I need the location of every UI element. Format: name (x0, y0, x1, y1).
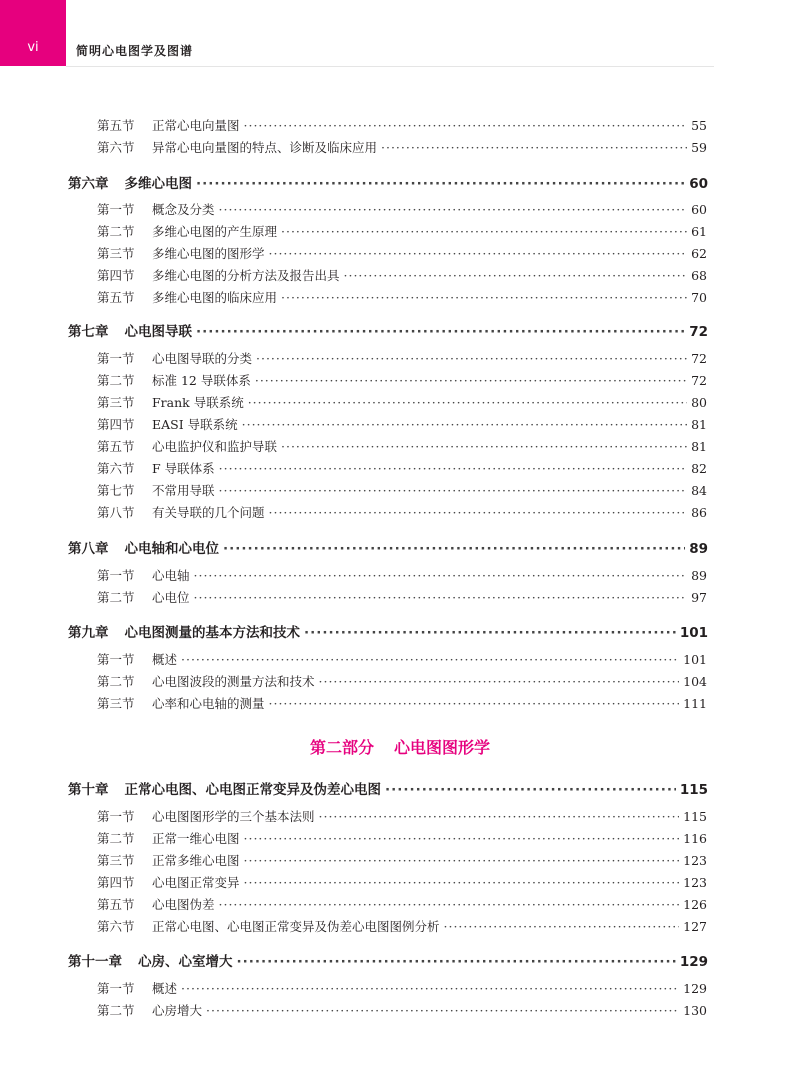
toc-entry-page: 70 (691, 290, 707, 305)
toc-section-entry[interactable] (97, 917, 707, 935)
toc-entry-page: 111 (683, 696, 707, 711)
toc-entry-number: 第一节 (97, 568, 135, 583)
toc-entry-number: 第六章 (68, 176, 109, 192)
dot-leader (444, 919, 680, 934)
toc-entry-page: 89 (691, 568, 707, 583)
toc-entry-title: EASI 导联系统 (152, 417, 238, 432)
toc-entry-number: 第六节 (97, 919, 135, 934)
toc-entry-number: 第八节 (97, 505, 135, 520)
dot-leader (385, 782, 676, 798)
toc-entry-page: 86 (691, 505, 707, 520)
toc-section-entry[interactable] (97, 349, 707, 367)
toc-entry-number: 第三节 (97, 696, 135, 711)
dot-leader (281, 290, 687, 305)
toc-entry-title: 心房、心室增大 (138, 954, 233, 970)
toc-entry-number: 第五节 (97, 118, 135, 133)
toc-section-entry[interactable] (97, 415, 707, 433)
toc-chapter-entry[interactable] (68, 537, 708, 557)
toc-section-entry[interactable] (97, 851, 707, 869)
toc-section-entry[interactable] (97, 1001, 707, 1019)
toc-entry-number: 第二节 (97, 224, 135, 239)
dot-leader (244, 831, 680, 846)
toc-entry-title: 心电图波段的测量方法和技术 (152, 674, 315, 689)
toc-section-entry[interactable] (97, 829, 707, 847)
page-number-tab (0, 0, 66, 66)
toc-entry-number: 第十章 (68, 782, 109, 798)
dot-leader (242, 417, 687, 432)
toc-entry-title: Frank 导联系统 (152, 395, 244, 410)
toc-entry-page: 101 (679, 625, 708, 641)
toc-chapter-entry[interactable] (68, 778, 708, 798)
toc-entry-page: 72 (691, 373, 707, 388)
toc-entry-number: 第七节 (97, 483, 135, 498)
toc-entry-page: 101 (683, 652, 707, 667)
toc-section-entry[interactable] (97, 672, 707, 690)
toc-entry-number: 第五节 (97, 439, 135, 454)
toc-entry-number: 第二节 (97, 590, 135, 605)
dot-leader (269, 246, 688, 261)
toc-section-entry[interactable] (97, 481, 707, 499)
toc-section-entry[interactable] (97, 222, 707, 240)
toc-entry-page: 62 (691, 246, 707, 261)
toc-entry-number: 第五节 (97, 290, 135, 305)
toc-entry-number: 第六节 (97, 461, 135, 476)
dot-leader (244, 875, 680, 890)
dot-leader (281, 439, 687, 454)
toc-entry-title: 概述 (152, 981, 178, 996)
toc-section-entry[interactable] (97, 694, 707, 712)
toc-entry-page: 127 (683, 919, 707, 934)
toc-entry-title: 概念及分类 (152, 202, 215, 217)
toc-entry-title: 多维心电图的临床应用 (152, 290, 278, 305)
part-heading (0, 735, 800, 758)
part-number: 第二部分 (309, 738, 374, 757)
toc-entry-title: 多维心电图的分析方法及报告出具 (152, 268, 340, 283)
toc-entry-number: 第四节 (97, 875, 135, 890)
dot-leader (196, 176, 685, 192)
toc-entry-title: 多维心电图的图形学 (152, 246, 265, 261)
toc-entry-title: 心电图导联的分类 (152, 351, 253, 366)
page-number: vi (27, 39, 39, 55)
toc-entry-title: 正常心电图、心电图正常变异及伪差心电图图例分析 (152, 919, 440, 934)
dot-leader (194, 590, 688, 605)
toc-section-entry[interactable] (97, 650, 707, 668)
toc-entry-number: 第二节 (97, 674, 135, 689)
dot-leader (206, 1003, 679, 1018)
dot-leader (281, 224, 687, 239)
dot-leader (381, 140, 687, 155)
toc-section-entry[interactable] (97, 566, 707, 584)
toc-entry-number: 第一节 (97, 809, 135, 824)
dot-leader (219, 202, 688, 217)
toc-entry-title: 有关导联的几个问题 (152, 505, 265, 520)
toc-entry-page: 60 (691, 202, 707, 217)
toc-section-entry[interactable] (97, 979, 707, 997)
toc-entry-title: 多维心电图 (124, 176, 192, 192)
running-head-book-title: 简明心电图学及图谱 (76, 44, 194, 58)
toc-section-entry[interactable] (97, 393, 707, 411)
toc-entry-number: 第五节 (97, 897, 135, 912)
toc-entry-title: 心电图导联 (124, 324, 192, 340)
dot-leader (181, 981, 679, 996)
toc-entry-page: 126 (683, 897, 707, 912)
toc-entry-title: 心电图图形学的三个基本法则 (152, 809, 315, 824)
toc-entry-page: 72 (691, 351, 707, 366)
toc-entry-title: 心电图正常变异 (152, 875, 240, 890)
dot-leader (194, 568, 688, 583)
toc-entry-title: 心电监护仪和监护导联 (152, 439, 278, 454)
toc-entry-page: 82 (691, 461, 707, 476)
toc-entry-title: 正常多维心电图 (152, 853, 240, 868)
dot-leader (304, 625, 676, 641)
toc-entry-number: 第二节 (97, 1003, 135, 1018)
toc-entry-number: 第一节 (97, 652, 135, 667)
toc-entry-title: F 导联体系 (152, 461, 215, 476)
toc-entry-title: 正常一维心电图 (152, 831, 240, 846)
toc-entry-number: 第七章 (68, 324, 109, 340)
dot-leader (256, 351, 687, 366)
dot-leader (344, 268, 688, 283)
toc-entry-page: 115 (679, 782, 708, 798)
toc-section-entry[interactable] (97, 459, 707, 477)
toc-entry-page: 116 (683, 831, 707, 846)
toc-chapter-entry[interactable] (68, 320, 708, 340)
toc-entry-number: 第四节 (97, 268, 135, 283)
toc-chapter-entry[interactable] (68, 172, 708, 192)
toc-entry-page: 60 (689, 176, 708, 192)
toc-entry-title: 心电轴和心电位 (124, 541, 219, 557)
toc-entry-title: 不常用导联 (152, 483, 215, 498)
dot-leader (269, 505, 688, 520)
toc-entry-page: 81 (691, 417, 707, 432)
dot-leader (319, 809, 680, 824)
toc-entry-number: 第二节 (97, 373, 135, 388)
toc-entry-title: 概述 (152, 652, 178, 667)
toc-chapter-entry[interactable] (68, 950, 708, 970)
toc-entry-number: 第十一章 (68, 954, 122, 970)
toc-entry-number: 第九章 (68, 625, 109, 641)
dot-leader (244, 118, 688, 133)
dot-leader (319, 674, 680, 689)
toc-entry-page: 61 (691, 224, 707, 239)
toc-entry-title: 心房增大 (152, 1003, 203, 1018)
dot-leader (237, 954, 676, 970)
toc-entry-number: 第三节 (97, 395, 135, 410)
dot-leader (219, 483, 688, 498)
toc-section-entry[interactable] (97, 873, 707, 891)
toc-section-entry[interactable] (97, 588, 707, 606)
toc-entry-title: 心电图测量的基本方法和技术 (124, 625, 300, 641)
toc-entry-page: 115 (683, 809, 707, 824)
dot-leader (248, 395, 687, 410)
toc-entry-title: 心电图伪差 (152, 897, 215, 912)
toc-entry-number: 第一节 (97, 351, 135, 366)
toc-entry-number: 第三节 (97, 853, 135, 868)
toc-entry-page: 129 (679, 954, 708, 970)
toc-entry-page: 104 (683, 674, 707, 689)
dot-leader (269, 696, 680, 711)
toc-entry-number: 第四节 (97, 417, 135, 432)
toc-entry-title: 标准 12 导联体系 (152, 373, 251, 388)
dot-leader (219, 461, 687, 476)
toc-entry-page: 97 (691, 590, 707, 605)
toc-entry-page: 123 (683, 875, 707, 890)
toc-section-entry[interactable] (97, 437, 707, 455)
toc-entry-page: 72 (689, 324, 708, 340)
dot-leader (196, 324, 685, 340)
toc-entry-page: 68 (691, 268, 707, 283)
toc-entry-number: 第一节 (97, 981, 135, 996)
toc-section-entry[interactable] (97, 266, 707, 284)
toc-entry-number: 第六节 (97, 140, 135, 155)
toc-section-entry[interactable] (97, 807, 707, 825)
dot-leader (219, 897, 680, 912)
toc-section-entry[interactable] (97, 244, 707, 262)
part-title: 心电图图形学 (394, 738, 491, 757)
toc-entry-number: 第二节 (97, 831, 135, 846)
toc-entry-page: 81 (691, 439, 707, 454)
toc-entry-title: 心电位 (152, 590, 190, 605)
toc-entry-page: 59 (691, 140, 707, 155)
toc-entry-page: 130 (683, 1003, 707, 1018)
toc-section-entry[interactable] (97, 116, 707, 134)
toc-entry-page: 80 (691, 395, 707, 410)
toc-section-entry[interactable] (97, 138, 707, 156)
dot-leader (223, 541, 685, 557)
toc-entry-title: 多维心电图的产生原理 (152, 224, 278, 239)
toc-section-entry[interactable] (97, 503, 707, 521)
header-divider (66, 66, 714, 67)
toc-entry-title: 心电轴 (152, 568, 190, 583)
toc-entry-number: 第三节 (97, 246, 135, 261)
toc-section-entry[interactable] (97, 288, 707, 306)
dot-leader (181, 652, 679, 667)
toc-entry-number: 第一节 (97, 202, 135, 217)
toc-section-entry[interactable] (97, 371, 707, 389)
toc-entry-page: 84 (691, 483, 707, 498)
toc-entry-title: 心率和心电轴的测量 (152, 696, 265, 711)
toc-entry-number: 第八章 (68, 541, 109, 557)
dot-leader (255, 373, 687, 388)
toc-entry-page: 123 (683, 853, 707, 868)
toc-entry-page: 89 (689, 541, 708, 557)
toc-section-entry[interactable] (97, 895, 707, 913)
toc-entry-page: 129 (683, 981, 707, 996)
toc-entry-page: 55 (691, 118, 707, 133)
toc-entry-title: 正常心电向量图 (152, 118, 240, 133)
dot-leader (244, 853, 680, 868)
toc-entry-title: 异常心电向量图的特点、诊断及临床应用 (152, 140, 378, 155)
toc-entry-title: 正常心电图、心电图正常变异及伪差心电图 (124, 782, 381, 798)
toc-chapter-entry[interactable] (68, 621, 708, 641)
toc-section-entry[interactable] (97, 200, 707, 218)
